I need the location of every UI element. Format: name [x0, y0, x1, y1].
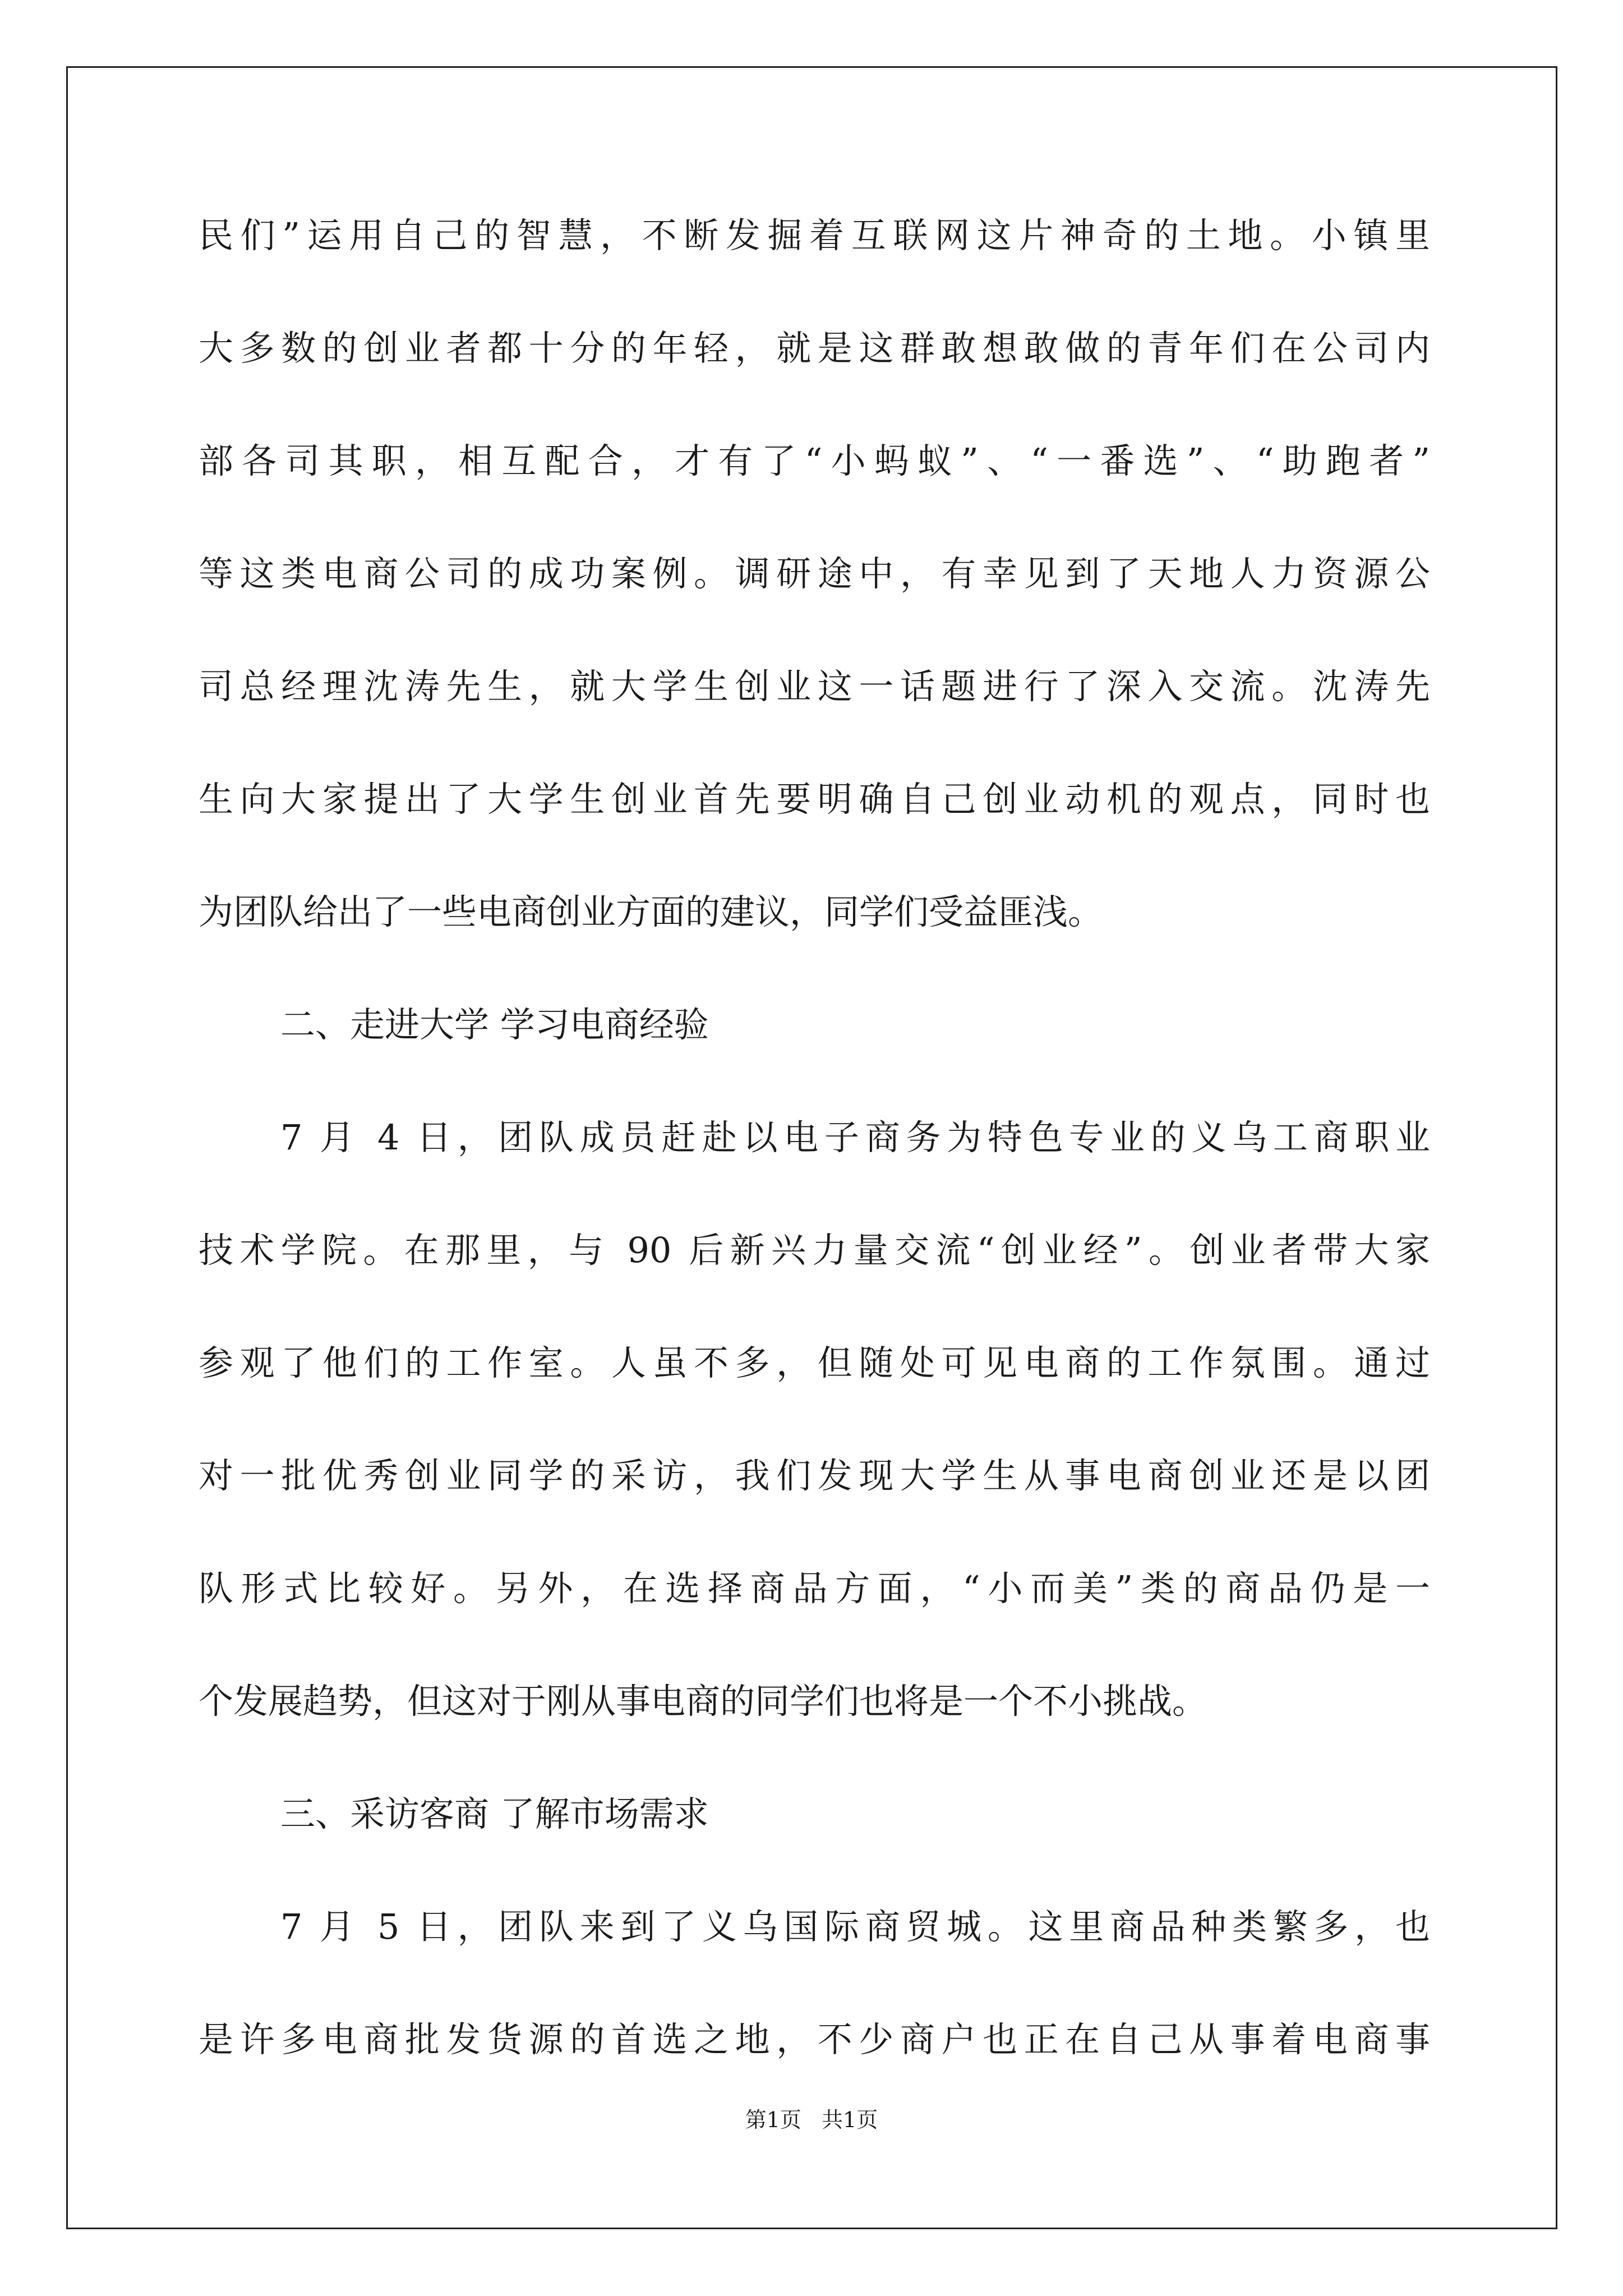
text-line: 是许多电商批发货源的首选之地，不少商户也正在自己从事着电商事 [199, 2019, 1430, 2060]
section-heading: 三、采访客商 了解市场需求 [280, 1793, 709, 1834]
text-line: 大多数的创业者都十分的年轻，就是这群敢想敢做的青年们在公司内 [199, 328, 1430, 369]
section-heading: 二、走进大学 学习电商经验 [280, 1004, 709, 1045]
text-line: 部各司其职，相互配合，才有了“小蚂蚁”、“一番选”、“助跑者” [199, 440, 1430, 481]
text-line: 参观了他们的工作室。人虽不多，但随处可见电商的工作氛围。通过 [199, 1342, 1430, 1383]
document-body [199, 216, 1430, 2133]
text-line: 个发展趋势，但这对于刚从事电商的同学们也将是一个不小挑战。 [199, 1681, 1207, 1722]
text-line: 7 月 5 日，团队来到了义乌国际商贸城。这里商品种类繁多，也 [280, 1906, 1430, 1947]
text-line: 司总经理沈涛先生，就大学生创业这一话题进行了深入交流。沈涛先 [199, 666, 1430, 707]
text-line: 技术学院。在那里，与 90 后新兴力量交流“创业经”。创业者带大家 [199, 1230, 1430, 1271]
text-line: 队形式比较好。另外，在选择商品方面，“小而美”类的商品仍是一 [199, 1568, 1430, 1609]
text-line: 等这类电商公司的成功案例。调研途中，有幸见到了天地人力资源公 [199, 553, 1430, 594]
text-line: 为团队给出了一些电商创业方面的建议，同学们受益匪浅。 [199, 891, 1103, 932]
text-line: 生向大家提出了大学生创业首先要明确自己创业动机的观点，同时也 [199, 779, 1430, 820]
text-line: 民们”运用自己的智慧，不断发掘着互联网这片神奇的土地。小镇里 [199, 215, 1430, 256]
text-line: 7 月 4 日，团队成员赶赴以电子商务为特色专业的义乌工商职业 [280, 1117, 1430, 1158]
page-footer: 第1页 共1页 [745, 2108, 878, 2132]
text-line: 对一批优秀创业同学的采访，我们发现大学生从事电商创业还是以团 [199, 1455, 1430, 1496]
